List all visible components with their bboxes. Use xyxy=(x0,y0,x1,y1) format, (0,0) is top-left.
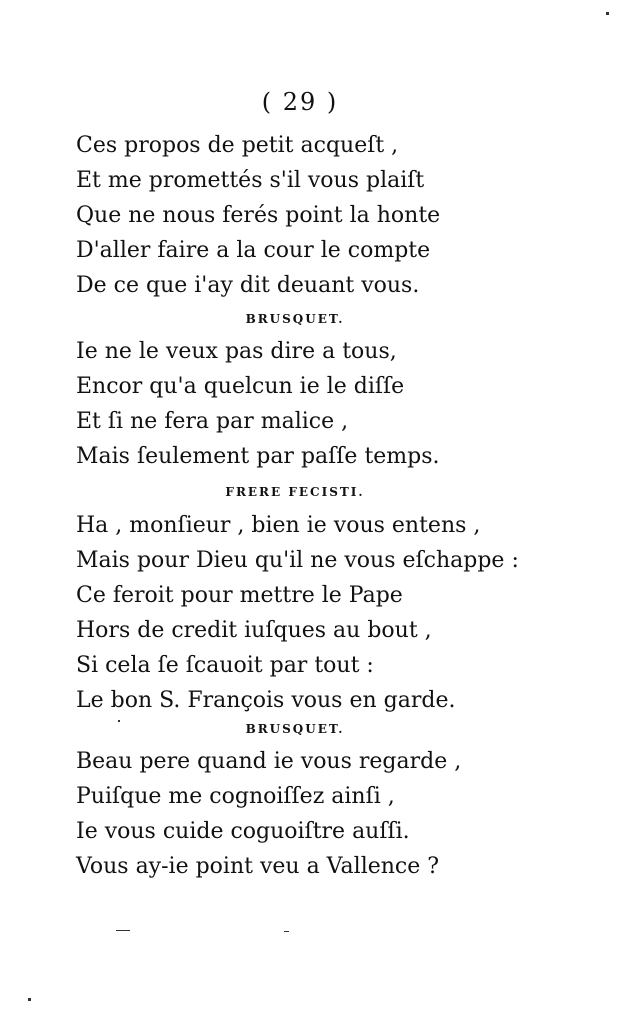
verse-line: Ie vous cuide coguoiſtre auſſi. xyxy=(76,819,410,844)
ink-dash xyxy=(284,931,289,932)
speaker-heading: BRUSQUET. xyxy=(245,722,345,736)
verse-line: Ce feroit pour mettre le Pape xyxy=(76,583,403,608)
verse-block-4 xyxy=(76,744,461,884)
verse-block-2 xyxy=(76,334,440,474)
verse-line: Le bon S. François vous en garde. xyxy=(76,688,456,713)
speaker-heading: FRERE FECISTI. xyxy=(225,485,365,499)
verse-line: Mais pour Dieu qu'il ne vous eſchappe : xyxy=(76,548,519,573)
ink-speck xyxy=(28,998,31,1001)
verse-line: De ce que i'ay dit deuant vous. xyxy=(76,273,420,298)
verse-line: Puiſque me cognoiſſez ainſi , xyxy=(76,784,395,809)
verse-line: Si cela ſe ſcauoit par tout : xyxy=(76,653,374,678)
speaker-heading: BRUSQUET. xyxy=(245,312,345,326)
ink-speck xyxy=(118,720,120,722)
page-number: ( 29 ) xyxy=(261,88,339,116)
verse-line: Encor qu'a quelcun ie le diſſe xyxy=(76,374,405,399)
verse-line: Ie ne le veux pas dire a tous, xyxy=(76,339,397,364)
verse-line: Beau pere quand ie vous regarde , xyxy=(76,749,462,774)
verse-line: Vous ay-ie point veu a Vallence ? xyxy=(76,854,440,879)
verse-line: Que ne nous ferés point la honte xyxy=(76,203,441,228)
verse-line: D'aller faire a la cour le compte xyxy=(76,238,431,263)
verse-line: Ha , monſieur , bien ie vous entens , xyxy=(76,513,481,538)
ink-speck xyxy=(606,12,609,15)
verse-line: Et ſi ne fera par malice , xyxy=(76,409,349,434)
verse-line: Et me promettés s'il vous plaiſt xyxy=(76,168,425,193)
ink-dash xyxy=(116,930,130,931)
verse-block-1 xyxy=(76,128,440,303)
verse-line: Hors de credit iuſques au bout , xyxy=(76,618,432,643)
verse-line: Mais ſeulement par paſſe temps. xyxy=(76,444,440,469)
verse-block-3 xyxy=(76,508,519,718)
verse-line: Ces propos de petit acqueſt , xyxy=(76,133,399,158)
